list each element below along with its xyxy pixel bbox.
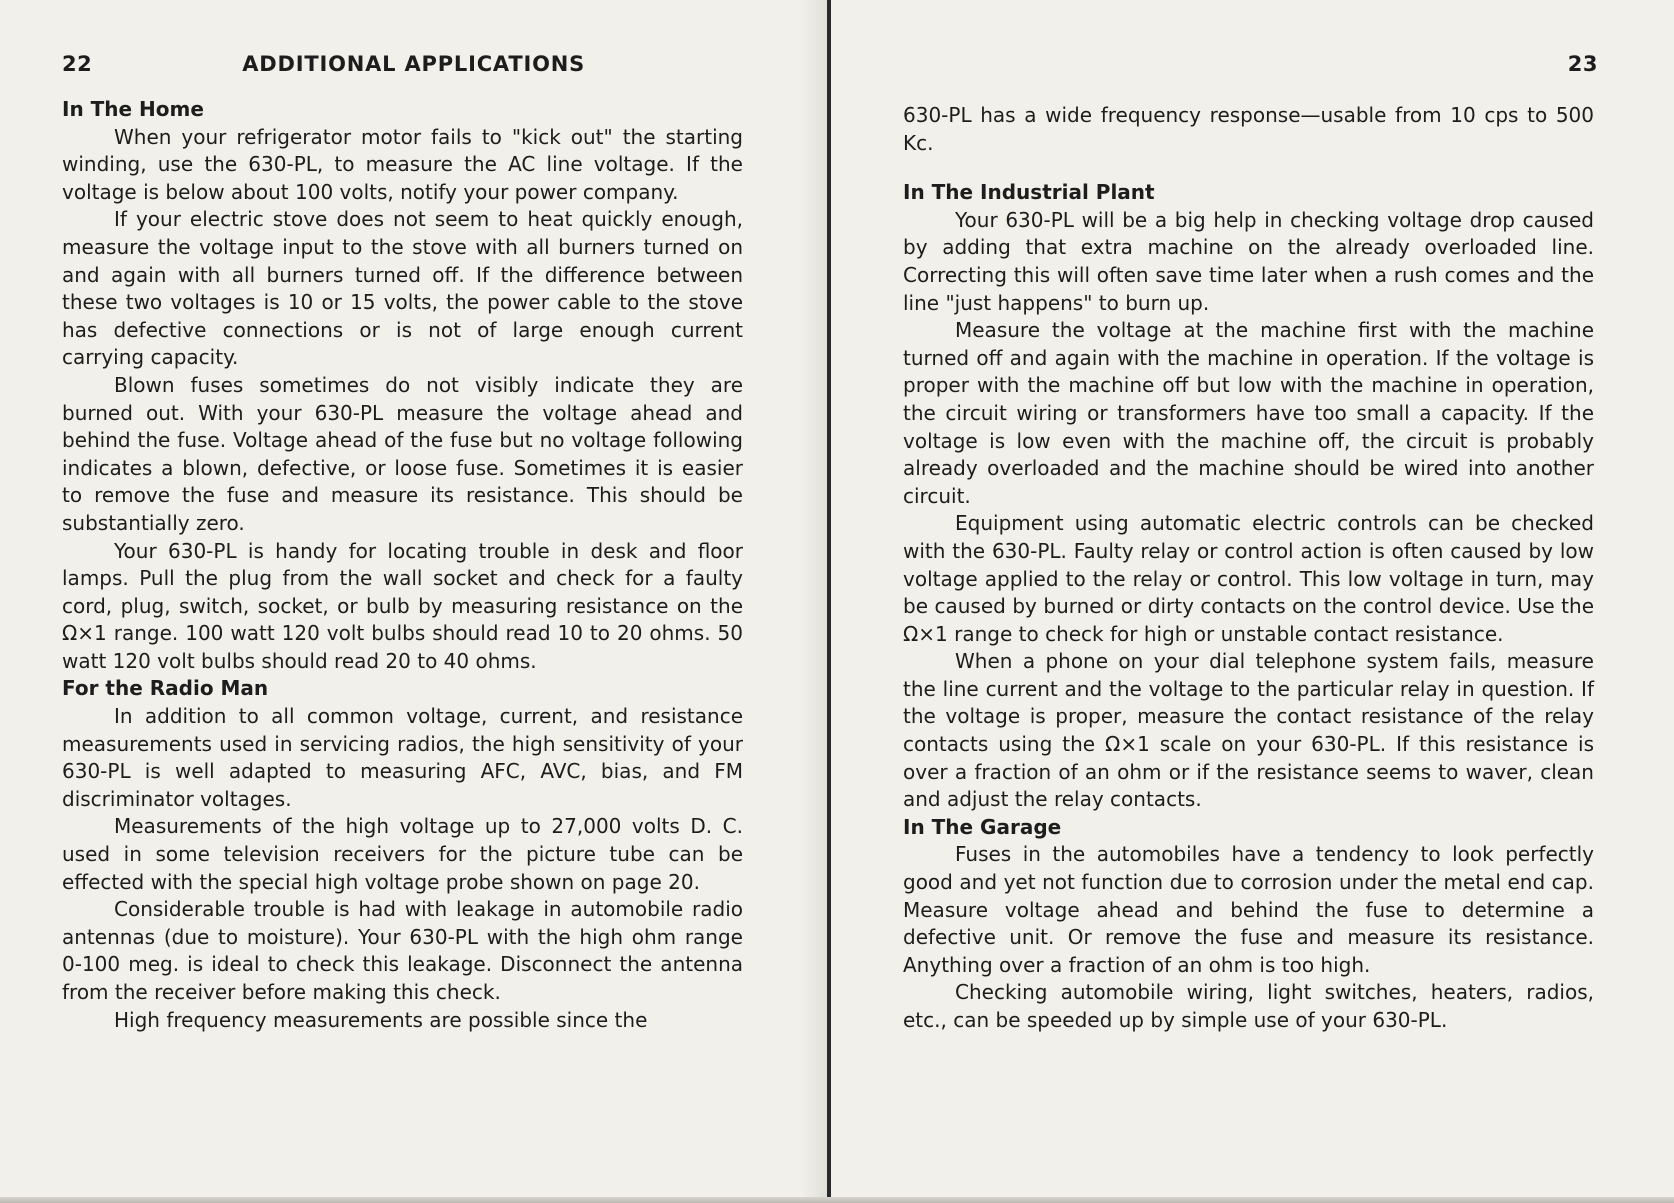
- paragraph: 630-PL has a wide frequency response—usable from 10 cps to 500 Kc.: [903, 103, 1594, 155]
- paragraph: Your 630-PL is handy for locating trouble in desk and floor lamps. Pull the plug from the wall socket and check for a faulty cord, plug, switch, socket, or bulb by measuring resistance on the Ω×1 range. 100 watt 120 volt bulbs should read 10 to 20 ohms. 50 watt 120 volt bulbs should read 20 to 40 ohms.: [62, 538, 743, 673]
- page-number: 23: [1567, 52, 1598, 76]
- section-heading: In The Industrial Plant: [903, 180, 1155, 205]
- paragraph: Checking automobile wiring, light switches, heaters, radios, etc., can be speeded up by simple use of your 630-PL.: [903, 980, 1594, 1032]
- section-heading: For the Radio Man: [62, 676, 269, 701]
- section-heading: In The Home: [62, 97, 204, 121]
- paragraph: Measurements of the high voltage up to 27,000 volts D. C. used in some television receivers for the picture tube can be effected with the special high voltage probe shown on page 20.: [62, 814, 743, 894]
- paragraph: High frequency measurements are possible since the: [114, 1007, 648, 1032]
- paragraph: In addition to all common voltage, current, and resistance measurements used in servicing radios, the high sensitivity of your 630-PL is well adapted to measuring AFC, AVC, bias, and FM discriminator voltages.: [62, 704, 743, 811]
- page-bottom-edge: [0, 1197, 1674, 1203]
- right-page: [831, 0, 1674, 1203]
- paragraph: Blown fuses sometimes do not visibly indicate they are burned out. With your 630-PL measure the voltage ahead and behind the fuse. Voltage ahead of the fuse but no voltage following indicates a blown, defective, or loose fuse. Sometimes it is easier to remove the fuse and measure its resistance. This should be substantially zero.: [62, 372, 743, 535]
- paragraph: Considerable trouble is had with leakage in automobile radio antennas (due to moisture). Your 630-PL with the high ohm range 0-100 meg. is ideal to check this leakage. Disconnect the antenna from the receiver before making this check.: [62, 897, 743, 1004]
- paragraph: Equipment using automatic electric controls can be checked with the 630-PL. Faulty relay or control action is often caused by low voltage applied to the relay or control. This low voltage in turn, may be caused by burned or dirty contacts on the control device. Use the Ω×1 range to check for high or unstable contact resistance.: [903, 511, 1594, 646]
- paragraph: If your electric stove does not seem to heat quickly enough, measure the voltage input to the stove with all burners turned on and again with all burners turned off. If the difference between these two voltages is 10 or 15 volts, the power cable to the stove has defective connections or is not of large enough current carrying capacity.: [62, 207, 743, 370]
- paragraph: When a phone on your dial telephone system fails, measure the line current and the voltage to the particular relay in question. If the voltage is proper, measure the contact resistance of the relay contacts using the Ω×1 scale on your 630-PL. If this resistance is over a fraction of an ohm or if the resistance seems to waver, clean and adjust the relay contacts.: [903, 649, 1594, 812]
- left-page-header: [62, 52, 743, 96]
- paragraph: Measure the voltage at the machine first with the machine turned off and again with the machine in operation. If the voltage is proper with the machine off but low with the machine in operation, the circuit wiring or transformers have too small a capacity. If the voltage is low even with the machine off, the circuit is probably already overloaded and the machine should be wired into another circuit.: [903, 318, 1594, 508]
- page-number: 22: [62, 52, 93, 76]
- running-head: ADDITIONAL APPLICATIONS: [242, 52, 586, 76]
- paragraph: Your 630-PL will be a big help in checking voltage drop caused by adding that extra machine on the already overloaded line. Correcting this will often save time later when a rush comes and the line "just happens" to burn up.: [903, 207, 1594, 315]
- right-page-header: [903, 52, 1598, 96]
- paragraph: Fuses in the automobiles have a tendency to look perfectly good and yet not function due to corrosion under the metal end cap. Measure voltage ahead and behind the fuse to determine a defective unit. Or remove the fuse and measure its resistance. Anything over a fraction of an ohm is too high.: [903, 842, 1594, 977]
- gutter-shadow: [800, 0, 827, 1203]
- right-page-body: [903, 102, 1594, 1035]
- section-heading: In The Garage: [903, 814, 1062, 839]
- left-page: [0, 0, 827, 1203]
- paragraph: When your refrigerator motor fails to "kick out" the starting winding, use the 630-PL, to measure the AC line voltage. If the voltage is below about 100 volts, notify your power company.: [62, 124, 743, 204]
- left-page-body: [62, 96, 743, 1034]
